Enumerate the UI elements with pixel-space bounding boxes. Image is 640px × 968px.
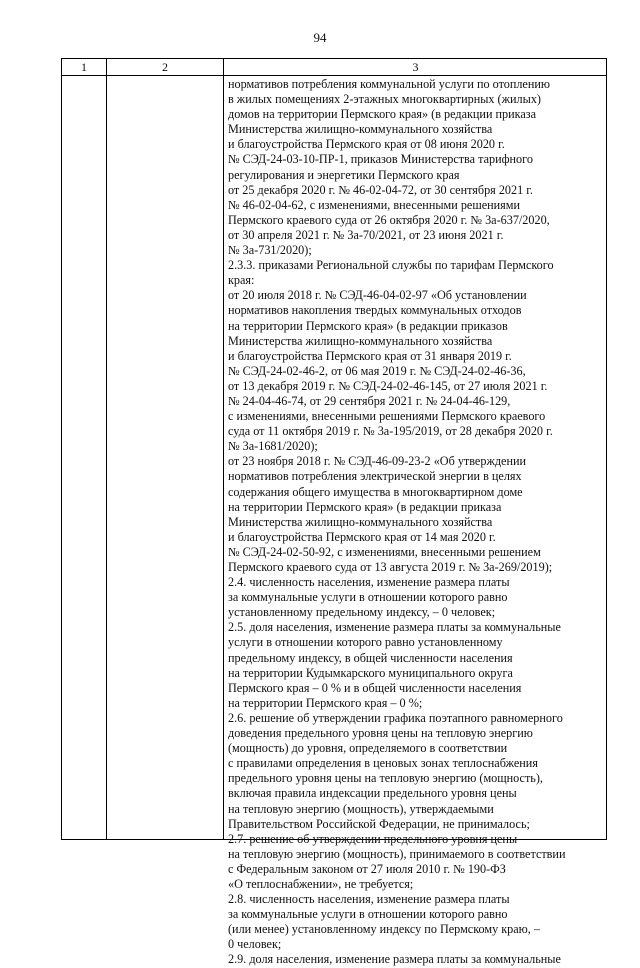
text-line: Министерства жилищно-коммунального хозяйства xyxy=(228,514,493,529)
text-line: 0 человек; xyxy=(228,937,282,952)
text-line: нормативов потребления коммунальной услуги по отоплению xyxy=(228,77,550,91)
text-line: услуги в отношении которого равно установленному xyxy=(228,635,503,650)
text-line: предельному индексу, в общей численности населения xyxy=(228,650,513,665)
text-line: Пермского краевого суда от 13 августа 2019 г. № 3а-269/2019); xyxy=(228,560,553,574)
text-line: суда от 11 октября 2019 г. № 3а-195/2019, от 28 декабря 2020 г. xyxy=(228,424,553,439)
text-line: № 3а-1681/2020); xyxy=(228,439,318,454)
text-line: № 3а-731/2020); xyxy=(228,243,312,258)
column-header-3: 3 xyxy=(412,60,419,74)
text-line: нормативов потребления электрической энергии в целях xyxy=(228,469,522,484)
text-line: домов на территории Пермского края» (в редакции приказа xyxy=(228,107,537,122)
column-divider-2 xyxy=(223,59,224,839)
text-line: от 30 апреля 2021 г. № 3а-70/2021, от 23 июня 2021 г. xyxy=(228,227,504,242)
text-line: за коммунальные услуги в отношении которого равно xyxy=(228,590,508,605)
text-line: и благоустройства Пермского края от 14 мая 2020 г. xyxy=(228,529,496,544)
text-line: Пермского краевого суда от 26 октября 2020 г. № 3а-637/2020, xyxy=(228,212,550,227)
text-line: края: xyxy=(228,273,255,288)
text-line: от 23 ноября 2018 г. № СЭД-46-09-23-2 «Об утверждении xyxy=(228,454,527,469)
page-number: 94 xyxy=(313,30,327,45)
text-line: от 13 декабря 2019 г. № СЭД-24-02-46-145, от 27 июля 2021 г. xyxy=(228,378,548,393)
text-line: 2.8. численность населения, изменение размера платы xyxy=(228,892,510,907)
text-line: на территории Кудымкарского муниципального округа xyxy=(228,665,513,680)
text-line: Министерства жилищно-коммунального хозяйства xyxy=(228,333,493,348)
column-header-2: 2 xyxy=(162,60,168,74)
text-line: (или менее) установленному индексу по Пермскому краю, – xyxy=(228,922,540,937)
text-line: от 20 июля 2018 г. № СЭД-46-04-02-97 «Об установлении xyxy=(228,288,527,303)
text-line: на территории Пермского края» (в редакции приказов xyxy=(228,318,508,333)
text-line: предельного уровня цены на тепловую энергию (мощность), xyxy=(228,771,543,786)
column-3-text xyxy=(228,77,606,968)
column-divider-1 xyxy=(106,59,107,839)
document-table xyxy=(61,58,607,967)
text-line: (мощность) до уровня, определяемого в соответствии xyxy=(228,741,508,756)
text-line: № СЭД-24-03-10-ПР-1, приказов Министерства тарифного xyxy=(228,152,533,167)
text-line: 2.5. доля населения, изменение размера платы за коммунальные xyxy=(228,620,561,635)
text-line: «О теплоснабжении», не требуется; xyxy=(228,876,414,891)
text-line: Пермского края – 0 % и в общей численности населения xyxy=(228,680,522,695)
text-line: с правилами определения в ценовых зонах теплоснабжения xyxy=(228,756,538,771)
text-line: на территории Пермского края – 0 %; xyxy=(228,695,423,710)
text-line: доведения предельного уровня цены на тепловую энергию xyxy=(228,726,533,741)
table-header-row xyxy=(62,59,606,76)
text-line: на тепловую энергию (мощность), утверждаемыми xyxy=(228,801,494,816)
text-line: регулирования и энергетики Пермского края xyxy=(228,167,460,182)
text-line: 2.4. численность населения, изменение размера платы xyxy=(228,575,510,590)
text-line: в жилых помещениях 2-этажных многоквартирных (жилых) xyxy=(228,92,541,107)
text-line: с Федеральным законом от 27 июля 2010 г. № 190-ФЗ xyxy=(228,861,506,876)
text-line: включая правила индексации предельного уровня цены xyxy=(228,786,517,801)
text-line: на тепловую энергию (мощность), принимаемого в соответствии xyxy=(228,846,566,861)
text-line: 2.3.3. приказами Региональной службы по тарифам Пермского xyxy=(228,258,554,273)
text-line: содержания общего имущества в многоквартирном доме xyxy=(228,484,523,499)
text-line: нормативов накопления твердых коммунальных отходов xyxy=(228,303,522,318)
text-line: Министерства жилищно-коммунального хозяйства xyxy=(228,122,493,137)
text-line: № 46-02-04-62, с изменениями, внесенными решениями xyxy=(228,197,521,212)
text-line: на территории Пермского края» (в редакции приказа xyxy=(228,499,502,514)
text-line: № СЭД-24-02-46-2, от 06 мая 2019 г. № СЭД-24-02-46-36, xyxy=(228,363,526,378)
text-line: 2.7. решение об утверждении предельного уровня цены xyxy=(228,831,518,846)
text-line: установленному предельному индексу, – 0 человек; xyxy=(228,605,496,620)
text-line: № СЭД-24-02-50-92, с изменениями, внесенными решением xyxy=(228,544,541,559)
text-line: и благоустройства Пермского края от 31 января 2019 г. xyxy=(228,348,512,363)
text-line: от 25 декабря 2020 г. № 46-02-04-72, от 30 сентября 2021 г. xyxy=(228,182,533,197)
text-line: 2.6. решение об утверждении графика поэтапного равномерного xyxy=(228,710,563,725)
text-line: № 24-04-46-74, от 29 сентября 2021 г. № 24-04-46-129, xyxy=(228,393,511,408)
text-line: с изменениями, внесенными решениями Пермского краевого xyxy=(228,409,546,424)
text-line: Правительством Российской Федерации, не принималось; xyxy=(228,816,530,831)
column-header-1: 1 xyxy=(81,60,87,74)
text-line: за коммунальные услуги в отношении которого равно xyxy=(228,907,508,922)
text-line: и благоустройства Пермского края от 08 июня 2020 г. xyxy=(228,137,505,152)
text-line: 2.9. доля населения, изменение размера платы за коммунальные xyxy=(228,952,561,967)
